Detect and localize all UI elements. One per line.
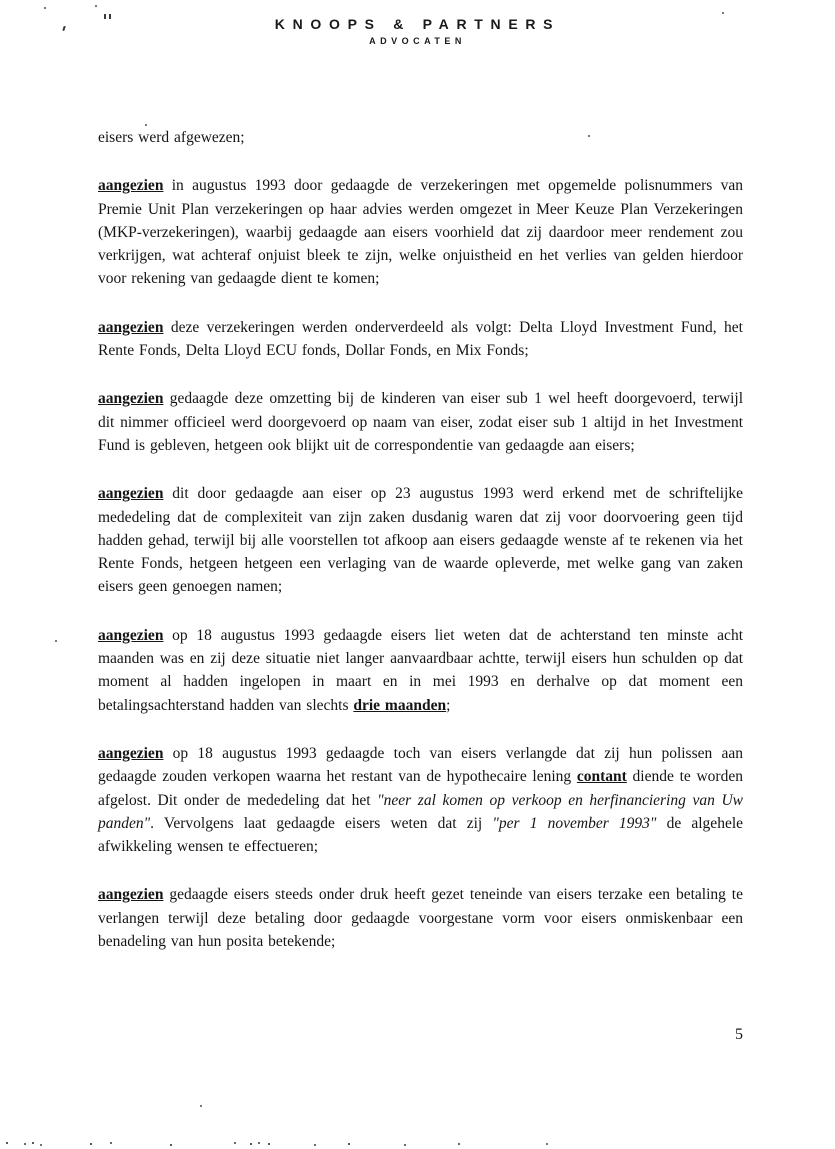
scan-speckle xyxy=(95,5,97,7)
text-run: dit door gedaagde aan eiser op 23 augustus 1993 werd erkend met de schriftelijke mededeling dat de complexiteit van zijn zaken dusdanig waren dat zij voor doorvoering geen tijd hadden gehad, terwijl bij alle voorstellen tot afkoop aan eisers gedaagde wenste af te rekenen via het Rente Fonds, hetgeen hetgeen een verlaging van de waarde opleverde, met welke gang van zaken eisers geen genoegen namen; xyxy=(98,485,743,596)
text-run: deze verzekeringen werden onderverdeeld als volgt: Delta Lloyd Investment Fund, het Rente Fonds, Delta Lloyd ECU fonds, Dollar Fonds, en Mix Fonds; xyxy=(98,318,743,360)
paragraph xyxy=(98,387,743,457)
text-run: . Vervolgens laat gedaagde eisers weten dat zij xyxy=(150,814,493,832)
document-body xyxy=(98,126,743,978)
text-run: in augustus 1993 door gedaagde de verzekeringen met opgemelde polisnummers van Premie Unit Plan verzekeringen op haar advies werden omgezet in Meer Keuze Plan Verzekeringen (MKP-verzekeringen), waarbij gedaagde aan eisers voorhield dat zij daardoor meer rendement zou verkrijgen, wat achteraf onjuist bleek te zijn, welke onjuistheid en het verlies van gelden hierdoor voor rekening van gedaagde dient te komen; xyxy=(98,177,743,288)
keyword-aangezien: aangezien xyxy=(98,390,164,408)
page-number: 5 xyxy=(735,1026,743,1043)
quote-italic: "per 1 november 1993" xyxy=(492,814,657,832)
firm-subtitle: ADVOCATEN xyxy=(369,36,466,46)
paragraph xyxy=(98,126,743,149)
keyword-aangezien: aangezien xyxy=(98,318,164,336)
keyword-aangezien: aangezien xyxy=(98,485,164,503)
scan-speckle xyxy=(588,135,590,137)
scan-speckle xyxy=(44,7,46,9)
emphasis-bold-underline: contant xyxy=(576,768,627,786)
text-run: eisers werd afgewezen; xyxy=(98,129,245,146)
letterhead xyxy=(0,16,835,46)
scan-speckle xyxy=(722,12,724,14)
keyword-aangezien: aangezien xyxy=(98,626,164,644)
scan-speckle xyxy=(200,1105,202,1107)
paragraph xyxy=(98,742,743,858)
paragraph xyxy=(98,316,743,363)
keyword-aangezien: aangezien xyxy=(98,744,164,762)
text-run: gedaagde eisers steeds onder druk heeft gezet teneinde van eisers terzake een betaling te verlangen terwijl deze betaling door gedaagde voorgestane vorm voor eisers onmiskenbaar een benadeling van hun posita betekende; xyxy=(98,886,743,951)
scan-speckle xyxy=(55,640,57,642)
keyword-aangezien: aangezien xyxy=(98,886,164,904)
paragraph xyxy=(98,883,743,953)
scan-noise-row xyxy=(6,1142,8,1144)
text-run: gedaagde deze omzetting bij de kinderen van eiser sub 1 wel heeft doorgevoerd, terwijl dit nimmer officieel werd doorgevoerd op naam van eiser, zodat eiser sub 1 altijd in het Investment Fund is gebleven, hetgeen ook blijkt uit de correspondentie van gedaagde aan eisers; xyxy=(98,390,743,454)
paragraph xyxy=(98,174,743,290)
scan-speckle xyxy=(145,124,147,126)
scan-speckle xyxy=(109,14,111,19)
paragraph xyxy=(98,482,743,598)
paragraph xyxy=(98,624,743,717)
text-run: op 18 augustus 1993 gedaagde eisers liet weten dat de achterstand ten minste acht maanden was en zij deze situatie niet langer aanvaardbaar achtte, terwijl eisers hun schulden op dat moment al hadden ingelopen in maart en in mei 1993 en derhalve op dat moment een betalingsachterstand hadden van slechts xyxy=(98,626,743,714)
firm-name: KNOOPS & PARTNERS xyxy=(274,16,561,32)
scan-speckle xyxy=(104,14,106,19)
text-run: diende te worden afgelost. Dit onder de mededeling dat het xyxy=(98,768,743,809)
quote-italic: "neer zal komen op verkoop en herfinanciering van Uw panden" xyxy=(98,791,743,832)
keyword-aangezien: aangezien xyxy=(98,177,164,195)
emphasis-bold-underline: drie maanden xyxy=(353,696,447,714)
text-run: ; xyxy=(446,696,451,714)
text-run: op 18 augustus 1993 gedaagde toch van eisers verlangde dat zij hun polissen aan gedaagde zouden verkopen waarna het restant van de hypothecaire lening xyxy=(98,744,743,786)
text-run: de algehele afwikkeling wensen te effectueren; xyxy=(98,814,744,856)
